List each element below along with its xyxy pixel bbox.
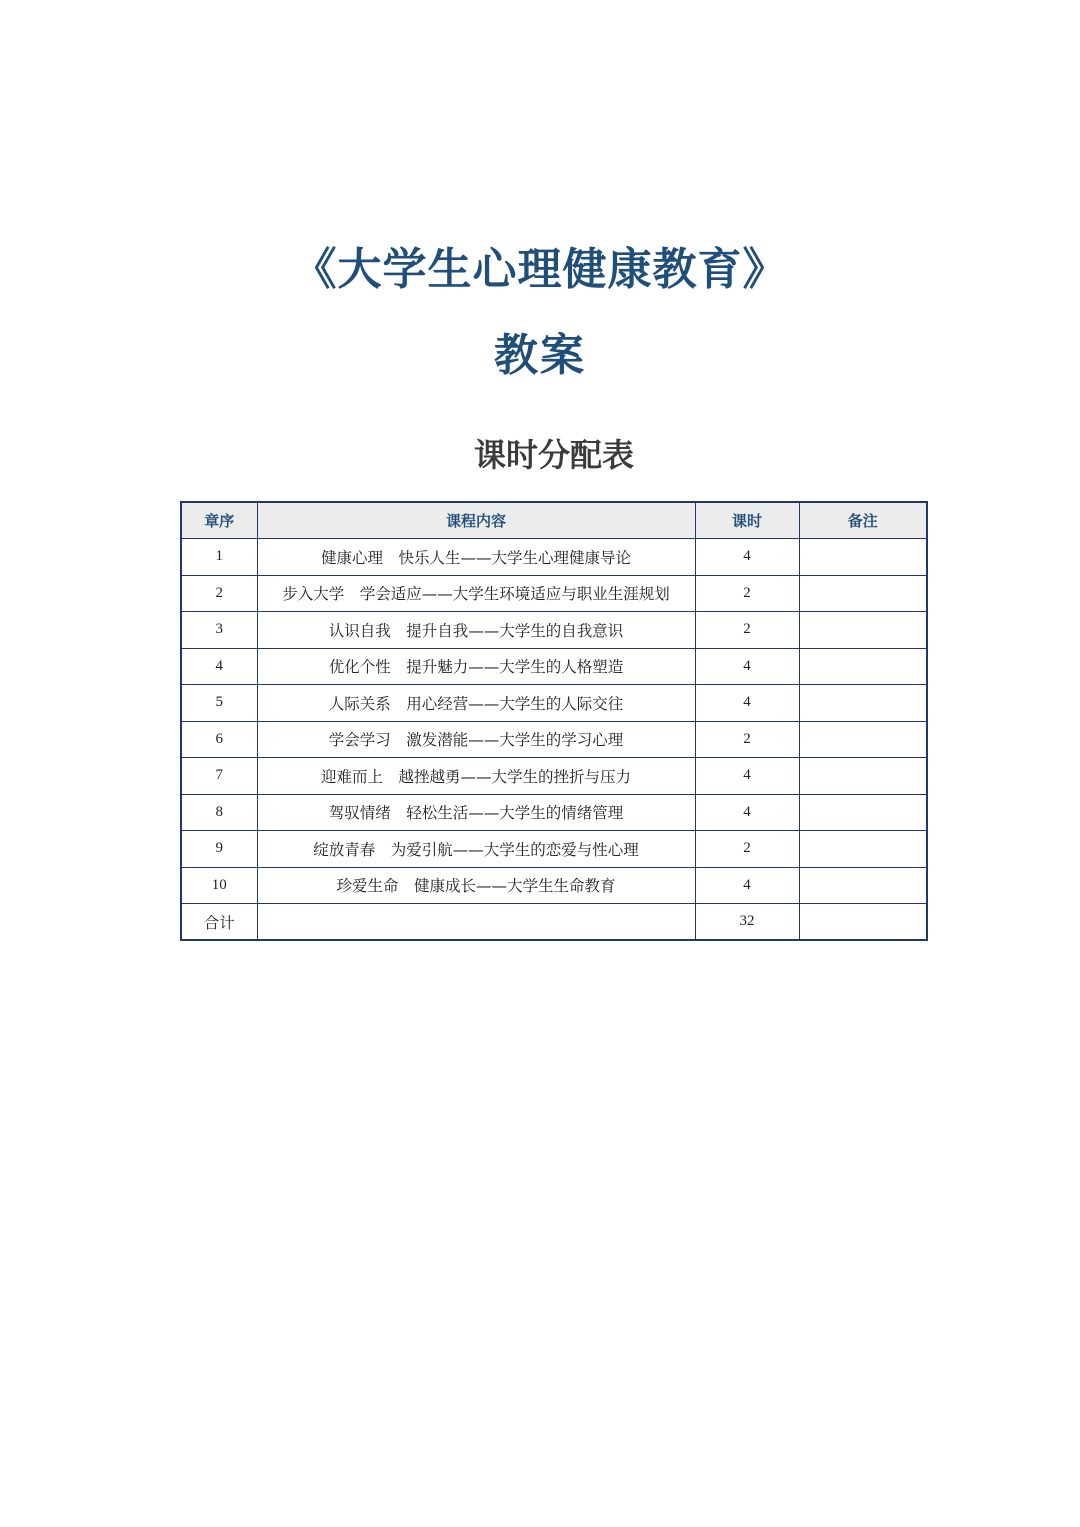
section-title: 课时分配表 <box>473 436 634 474</box>
hours-cell: 4 <box>695 758 799 795</box>
chapter-cell: 9 <box>181 831 257 868</box>
chapter-cell: 3 <box>181 612 257 649</box>
note-cell <box>799 685 927 722</box>
table-row <box>181 867 927 904</box>
content-cell: 驾驭情绪 轻松生活——大学生的情绪管理 <box>257 794 695 831</box>
total-note-cell <box>799 904 927 941</box>
chapter-cell: 2 <box>181 575 257 612</box>
hours-cell: 2 <box>695 612 799 649</box>
note-cell <box>799 831 927 868</box>
hours-cell: 2 <box>695 575 799 612</box>
note-cell <box>799 758 927 795</box>
note-cell <box>799 575 927 612</box>
chapter-cell: 7 <box>181 758 257 795</box>
content-cell: 绽放青春 为爱引航——大学生的恋爱与性心理 <box>257 831 695 868</box>
table-row <box>181 575 927 612</box>
header-hours: 课时 <box>695 502 799 539</box>
header-content: 课程内容 <box>257 502 695 539</box>
content-cell: 步入大学 学会适应——大学生环境适应与职业生涯规划 <box>257 575 695 612</box>
table-row <box>181 794 927 831</box>
document-title: 《大学生心理健康教育》 <box>292 244 788 295</box>
hours-cell: 2 <box>695 721 799 758</box>
total-content-cell <box>257 904 695 941</box>
table-row <box>181 612 927 649</box>
note-cell <box>799 794 927 831</box>
hours-cell: 4 <box>695 648 799 685</box>
note-cell <box>799 721 927 758</box>
table-row <box>181 685 927 722</box>
header-chapter: 章序 <box>181 502 257 539</box>
content-cell: 健康心理 快乐人生——大学生心理健康导论 <box>257 539 695 576</box>
chapter-cell: 5 <box>181 685 257 722</box>
note-cell <box>799 612 927 649</box>
hours-allocation-table <box>180 501 928 941</box>
chapter-cell: 1 <box>181 539 257 576</box>
document-subtitle: 教案 <box>494 330 586 381</box>
chapter-cell: 10 <box>181 867 257 904</box>
hours-cell: 4 <box>695 539 799 576</box>
table-row <box>181 648 927 685</box>
chapter-cell: 8 <box>181 794 257 831</box>
hours-cell: 4 <box>695 794 799 831</box>
table-row <box>181 831 927 868</box>
total-hours-cell: 32 <box>695 904 799 941</box>
total-label-cell: 合计 <box>181 904 257 941</box>
content-cell: 学会学习 激发潜能——大学生的学习心理 <box>257 721 695 758</box>
table-total-row <box>181 904 927 941</box>
content-cell: 人际关系 用心经营——大学生的人际交往 <box>257 685 695 722</box>
chapter-cell: 6 <box>181 721 257 758</box>
table-row <box>181 539 927 576</box>
hours-cell: 2 <box>695 831 799 868</box>
header-note: 备注 <box>799 502 927 539</box>
content-cell: 认识自我 提升自我——大学生的自我意识 <box>257 612 695 649</box>
table-row <box>181 758 927 795</box>
hours-cell: 4 <box>695 685 799 722</box>
content-cell: 优化个性 提升魅力——大学生的人格塑造 <box>257 648 695 685</box>
note-cell <box>799 539 927 576</box>
content-cell: 珍爱生命 健康成长——大学生生命教育 <box>257 867 695 904</box>
chapter-cell: 4 <box>181 648 257 685</box>
note-cell <box>799 648 927 685</box>
table-row <box>181 721 927 758</box>
note-cell <box>799 867 927 904</box>
content-cell: 迎难而上 越挫越勇——大学生的挫折与压力 <box>257 758 695 795</box>
table-header-row <box>181 502 927 539</box>
hours-cell: 4 <box>695 867 799 904</box>
